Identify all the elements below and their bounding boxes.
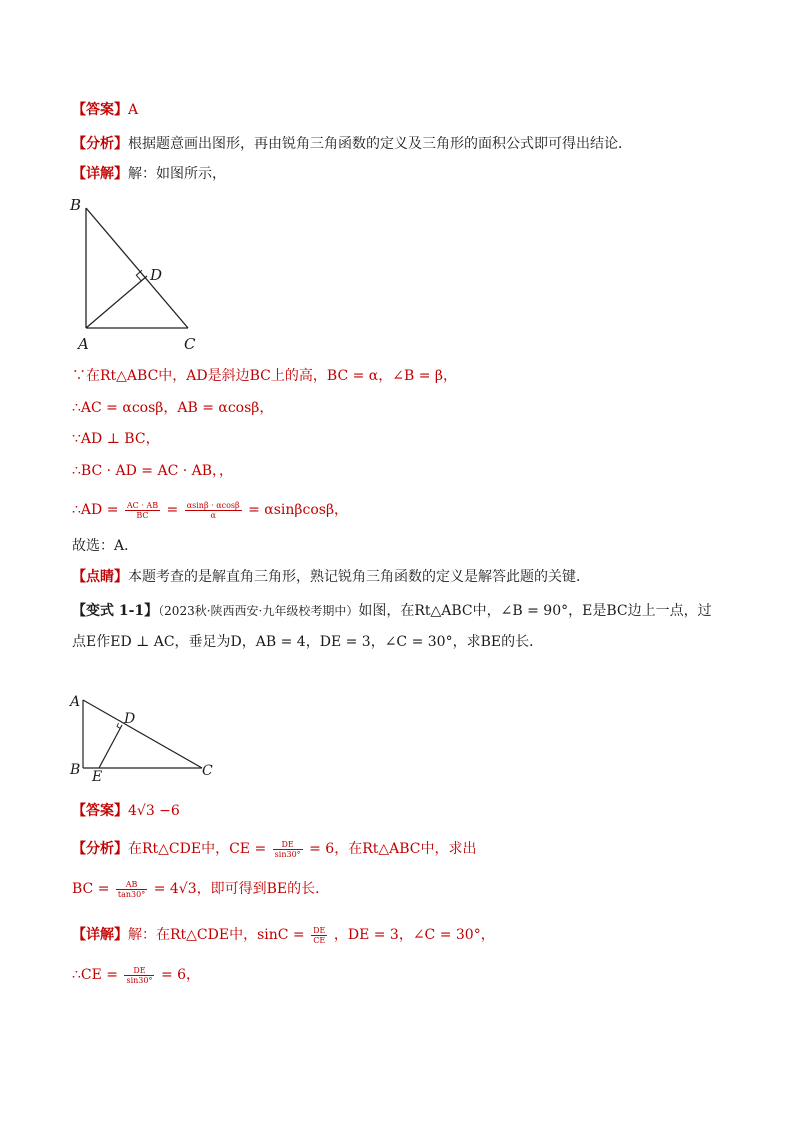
label-d: D — [150, 266, 163, 284]
answer2-value: 4√3 −6 — [128, 803, 180, 819]
label-a: A — [70, 694, 81, 710]
analysis-text: 根据题意画出图形，再由锐角三角函数的定义及三角形的面积公式即可得出结论． — [128, 136, 632, 152]
analysis-tag: 【分析】 — [72, 136, 128, 152]
label-c: C — [202, 763, 213, 779]
fraction-ac-ab-over-bc: $\frac{AC \cdot AB}{BC}$ — [126, 500, 159, 520]
detail2-line-2-prefix: ∴CE = — [72, 967, 119, 983]
label-a: A — [78, 335, 89, 353]
dianjing-text: 本题考查的是解直角三角形，熟记锐角三角函数的定义是解答此题的关键． — [128, 569, 590, 585]
label-c: C — [184, 335, 196, 353]
triangle-figure-1 — [66, 192, 216, 357]
answer2-line — [72, 801, 180, 821]
step-5 — [72, 497, 348, 523]
analysis2-part-2: = 6，在Rt△ABC中，求出 — [309, 841, 477, 857]
variant-text-1: 如图，在Rt△ABC中，∠B = 90°，E是BC边上一点，过 — [358, 603, 712, 619]
choice-line: 故选：A． — [72, 538, 139, 554]
segment-ad — [86, 276, 147, 328]
step-2: ∴AC = αcosβ，AB = αcosβ， — [72, 400, 274, 416]
step-5-suffix: = αsinβcosβ， — [248, 502, 349, 518]
step-5-eq: = — [166, 502, 179, 518]
analysis2-part-1: 在Rt△CDE中，CE = — [128, 841, 267, 857]
step-1: ∵在Rt△ABC中，AD是斜边BC上的高，BC = α，∠B = β， — [72, 368, 457, 384]
detail-line — [72, 164, 226, 184]
answer-value: A — [128, 102, 139, 118]
variant-source: （2023秋·陕西西安·九年级校考期中） — [158, 604, 359, 618]
variant-line-2: 点E作ED ⊥ AC，垂足为D，AB = 4，DE = 3，∠C = 30°，求BE的长． — [72, 634, 544, 650]
analysis-line — [72, 134, 632, 154]
fraction-sin-cos: $\frac{\alpha\sin\beta \cdot \alpha\cos\beta}{\alpha}$ — [186, 500, 240, 520]
answer2-tag: 【答案】 — [72, 803, 128, 819]
detail2-part-2: ，DE = 3，∠C = 30°， — [333, 927, 495, 943]
segment-ac — [83, 700, 202, 768]
analysis2-line-2-prefix: BC = — [72, 881, 110, 897]
detail2-line-2-suffix: = 6， — [160, 967, 201, 983]
label-d: D — [124, 711, 136, 727]
variant-line-1 — [72, 601, 712, 621]
step-5-prefix: ∴AD = — [72, 502, 119, 518]
analysis2-line-2-suffix: = 4√3，即可得到BE的长． — [153, 881, 330, 897]
answer-tag: 【答案】 — [72, 102, 128, 118]
fraction-ab-over-tan30: $\frac{AB}{\tan 30^\circ}$ — [117, 879, 146, 899]
segment-ed — [99, 725, 122, 768]
analysis2-line-2 — [72, 876, 329, 902]
step-3: ∵AD ⊥ BC， — [72, 431, 160, 447]
label-b: B — [70, 196, 82, 214]
step-4: ∴BC · AD = AC · AB，， — [72, 463, 234, 479]
fraction-de-over-sin30: $\frac{DE}{\sin 30^\circ}$ — [274, 839, 301, 859]
dianjing-line — [72, 567, 590, 587]
label-b: B — [70, 762, 81, 778]
detail-tag: 【详解】 — [72, 166, 128, 182]
detail-text: 解：如图所示， — [128, 166, 226, 182]
fraction-de-over-sin30-b: $\frac{DE}{\sin 30^\circ}$ — [126, 965, 153, 985]
detail2-line-2 — [72, 962, 200, 988]
fraction-de-over-ce: $\frac{DE}{CE}$ — [313, 925, 326, 945]
analysis2-tag: 【分析】 — [72, 841, 128, 857]
detail2-part-1: 解：在Rt△CDE中，sinC = — [128, 927, 305, 943]
segment-bc — [86, 208, 188, 328]
label-e: E — [92, 769, 103, 785]
detail2-line-1 — [72, 922, 495, 948]
variant-tag: 【变式 1-1】 — [72, 603, 159, 619]
detail2-tag: 【详解】 — [72, 927, 128, 943]
answer-line — [72, 100, 138, 120]
triangle-figure-2 — [66, 690, 226, 785]
analysis2-line-1 — [72, 836, 477, 862]
dianjing-tag: 【点睛】 — [72, 569, 128, 585]
